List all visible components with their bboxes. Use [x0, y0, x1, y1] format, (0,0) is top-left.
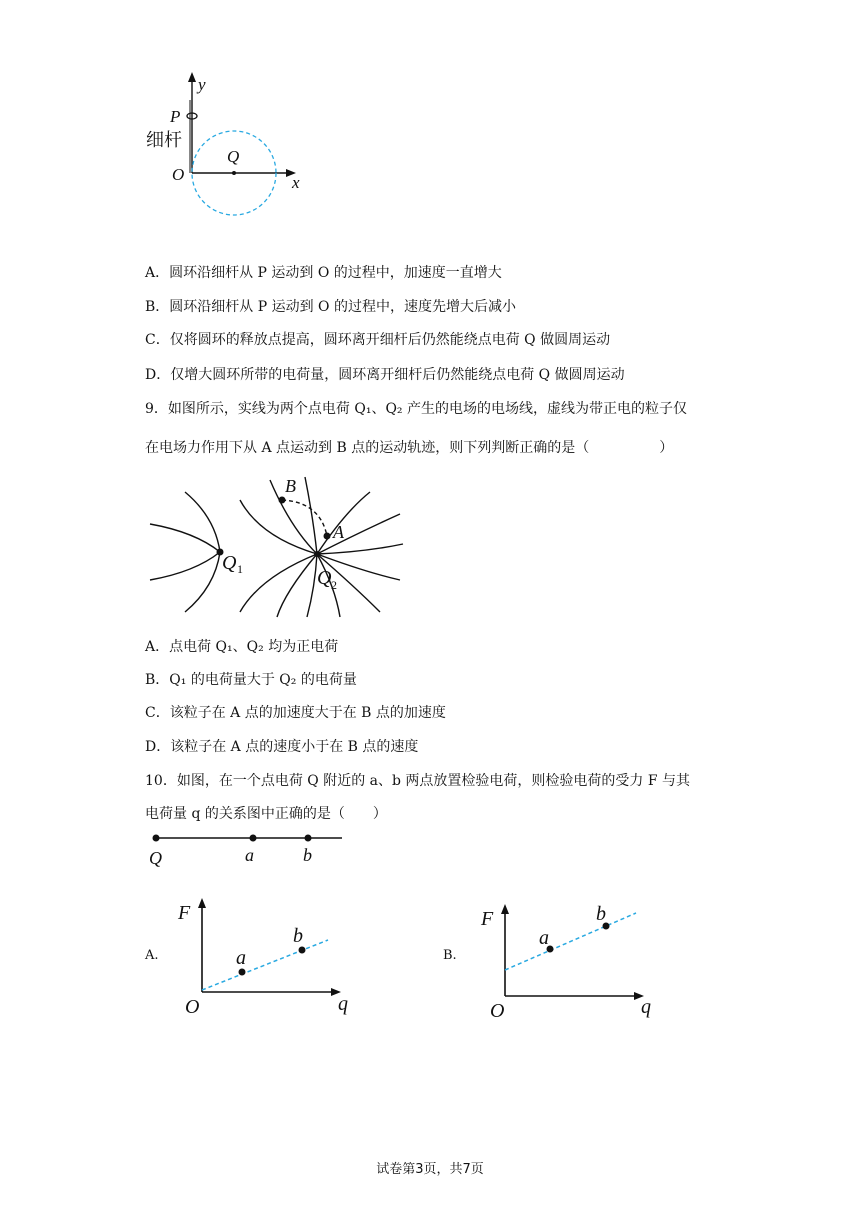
b-label: b	[596, 903, 606, 925]
field-line	[185, 492, 220, 612]
q-label: Q	[227, 147, 240, 166]
q-label: q	[641, 996, 651, 1018]
q2-dot	[314, 551, 320, 557]
b-label: b	[293, 925, 303, 947]
point-b-dot	[279, 497, 286, 504]
point-a-dot	[239, 969, 246, 976]
o-label: O	[490, 1000, 505, 1022]
field-line	[317, 544, 403, 554]
o-label: O	[185, 996, 200, 1018]
b-label: B	[285, 476, 296, 496]
q8-figure	[140, 70, 330, 220]
point-a-dot	[250, 835, 257, 842]
q9-option-b: B．Q₁ 的电荷量大于 Q₂ 的电荷量	[145, 672, 357, 688]
q10-stem-line2: 电荷量 q 的关系图中正确的是（ ）	[145, 806, 387, 822]
q10-option-a-label: A.	[145, 948, 159, 963]
q10-graph-a	[175, 892, 365, 1022]
y-label: y	[198, 75, 206, 94]
q10-line-figure	[145, 828, 355, 870]
q8-option-a: A．圆环沿细杆从 P 运动到 O 的过程中，加速度一直增大	[145, 265, 502, 281]
q9-stem-line2: 在电场力作用下从 A 点运动到 B 点的运动轨迹，则下列判断正确的是（ ）	[145, 440, 674, 456]
f-label: F	[178, 902, 191, 924]
q1-subscript: 1	[237, 562, 243, 576]
field-line	[240, 500, 317, 612]
f-axis-arrow	[198, 898, 206, 908]
q9-option-a: A．点电荷 Q₁、Q₂ 均为正电荷	[145, 639, 339, 655]
charge-q-dot	[232, 171, 236, 175]
a-label: a	[236, 947, 246, 969]
dashed-line	[505, 913, 636, 970]
p-label: P	[170, 107, 181, 126]
q8-option-d: D．仅增大圆环所带的电荷量，圆环离开细杆后仍然能绕点电荷 Q 做圆周运动	[145, 367, 625, 383]
q10-option-b-label: B.	[443, 948, 457, 963]
x-label: x	[292, 173, 300, 192]
field-line	[150, 524, 220, 580]
q1-label: Q	[222, 552, 237, 574]
q10-graph-b	[478, 898, 668, 1028]
q2-label: Q	[317, 567, 332, 589]
q9-option-c: C．该粒子在 A 点的加速度大于在 B 点的加速度	[145, 705, 446, 721]
page-footer: 试卷第3页，共7页	[376, 1162, 484, 1177]
q9-stem-line1: 9．如图所示，实线为两个点电荷 Q₁、Q₂ 产生的电场的电场线，虚线为带正电的粒子仅	[145, 401, 687, 417]
a-label: a	[245, 845, 254, 865]
y-axis-arrow	[188, 72, 196, 82]
o-label: O	[172, 165, 185, 184]
a-label: a	[539, 927, 549, 949]
q-label: q	[338, 993, 348, 1015]
rod-label: 细杆	[146, 130, 182, 150]
a-label: A	[333, 522, 344, 542]
point-a-dot	[324, 533, 331, 540]
q9-option-d: D．该粒子在 A 点的速度小于在 B 点的速度	[145, 739, 419, 755]
q10-stem-line1: 10．如图，在一个点电荷 Q 附近的 a、b 两点放置检验电荷，则检验电荷的受力 F 与其	[145, 773, 691, 789]
q8-option-b: B．圆环沿细杆从 P 运动到 O 的过程中，速度先增大后减小	[145, 299, 516, 315]
point-b-dot	[299, 947, 306, 954]
q2-subscript: 2	[331, 578, 337, 592]
q9-field-figure	[145, 472, 415, 622]
charge-q-dot	[153, 835, 160, 842]
f-axis-arrow	[501, 904, 509, 914]
q8-option-c: C．仅将圆环的释放点提高，圆环离开细杆后仍然能绕点电荷 Q 做圆周运动	[145, 332, 611, 348]
q-label: Q	[149, 848, 162, 868]
dashed-line	[202, 940, 328, 990]
b-label: b	[303, 845, 312, 865]
point-b-dot	[305, 835, 312, 842]
f-label: F	[481, 908, 494, 930]
